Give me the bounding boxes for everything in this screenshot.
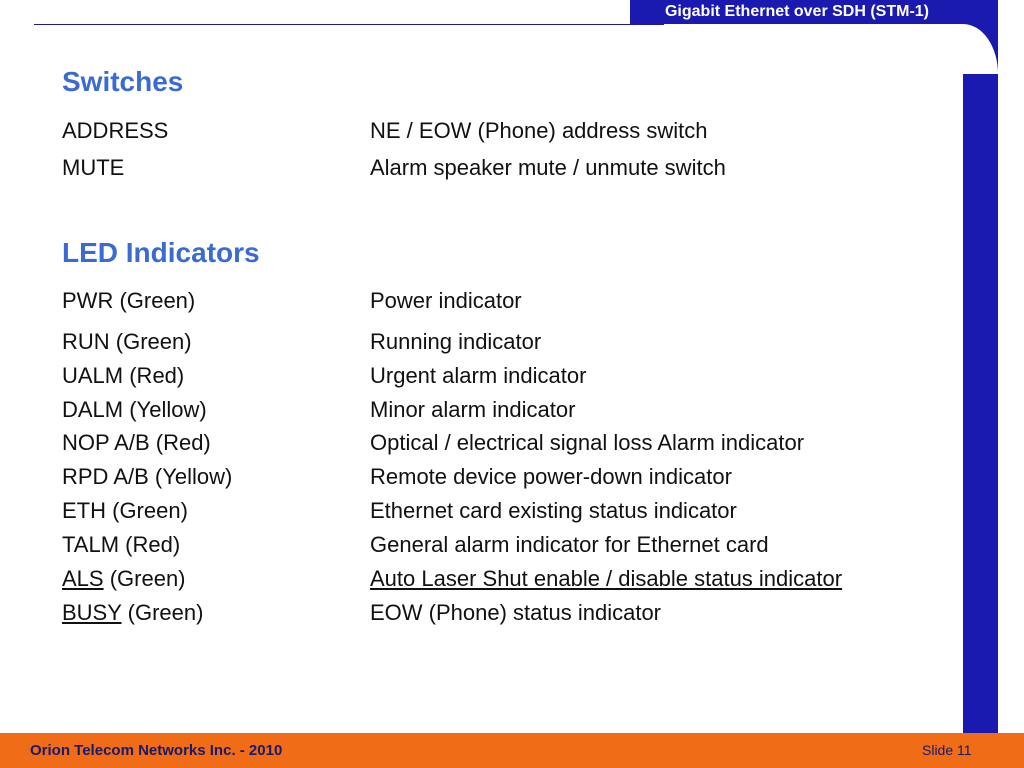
led-row-eth: [62, 496, 962, 526]
led-name: RPD A/B (Yellow): [62, 464, 233, 489]
led-row-nop: [62, 428, 962, 458]
led-description: Remote device power-down indicator: [370, 464, 732, 489]
led-description: Optical / electrical signal loss Alarm indicator: [370, 430, 805, 455]
header-rule: [34, 24, 664, 25]
footer-bar: [0, 733, 1024, 768]
led-name: DALM (Yellow): [62, 397, 207, 422]
als-link[interactable]: ALS: [62, 566, 104, 591]
led-color: (Green): [103, 566, 186, 591]
header-title: Gigabit Ethernet over SDH (STM-1): [630, 0, 964, 24]
led-description: General alarm indicator for Ethernet card: [370, 532, 769, 557]
switch-description: NE / EOW (Phone) address switch: [370, 118, 708, 143]
switch-row-address: [62, 116, 962, 146]
led-name: [62, 598, 203, 628]
led-description: EOW (Phone) status indicator: [370, 600, 662, 625]
led-name: TALM (Red): [62, 532, 181, 557]
led-row-als: [62, 564, 962, 594]
led-description: Urgent alarm indicator: [370, 363, 587, 388]
led-name: NOP A/B (Red): [62, 430, 211, 455]
switch-name: MUTE: [62, 155, 125, 180]
slide-number: Slide 11: [922, 742, 972, 758]
switch-row-mute: [62, 153, 962, 183]
led-description: Ethernet card existing status indicator: [370, 498, 737, 523]
led-name: RUN (Green): [62, 329, 192, 354]
led-row-busy: [62, 598, 962, 628]
busy-link[interactable]: BUSY: [62, 600, 122, 625]
led-description: Running indicator: [370, 329, 542, 354]
led-row-rpd: [62, 462, 962, 492]
led-name: ETH (Green): [62, 498, 188, 523]
led-name: UALM (Red): [62, 363, 185, 388]
led-row-dalm: [62, 395, 962, 425]
switch-name: ADDRESS: [62, 118, 169, 143]
switch-description: Alarm speaker mute / unmute switch: [370, 155, 726, 180]
led-row-pwr: [62, 286, 962, 316]
led-description: Power indicator: [370, 288, 522, 313]
led-color: (Green): [121, 600, 204, 625]
led-name: PWR (Green): [62, 288, 196, 313]
led-description: Minor alarm indicator: [370, 397, 576, 422]
footer-company: Orion Telecom Networks Inc. - 2010: [30, 742, 283, 759]
switches-heading: Switches: [62, 66, 184, 97]
als-description-link[interactable]: Auto Laser Shut enable / disable status indicator: [370, 566, 843, 591]
led-indicators-heading: LED Indicators: [62, 237, 260, 268]
led-row-talm: [62, 530, 962, 560]
led-row-run: [62, 327, 962, 357]
led-row-ualm: [62, 361, 962, 391]
led-name: [62, 564, 186, 594]
right-accent-bar: [963, 0, 998, 768]
